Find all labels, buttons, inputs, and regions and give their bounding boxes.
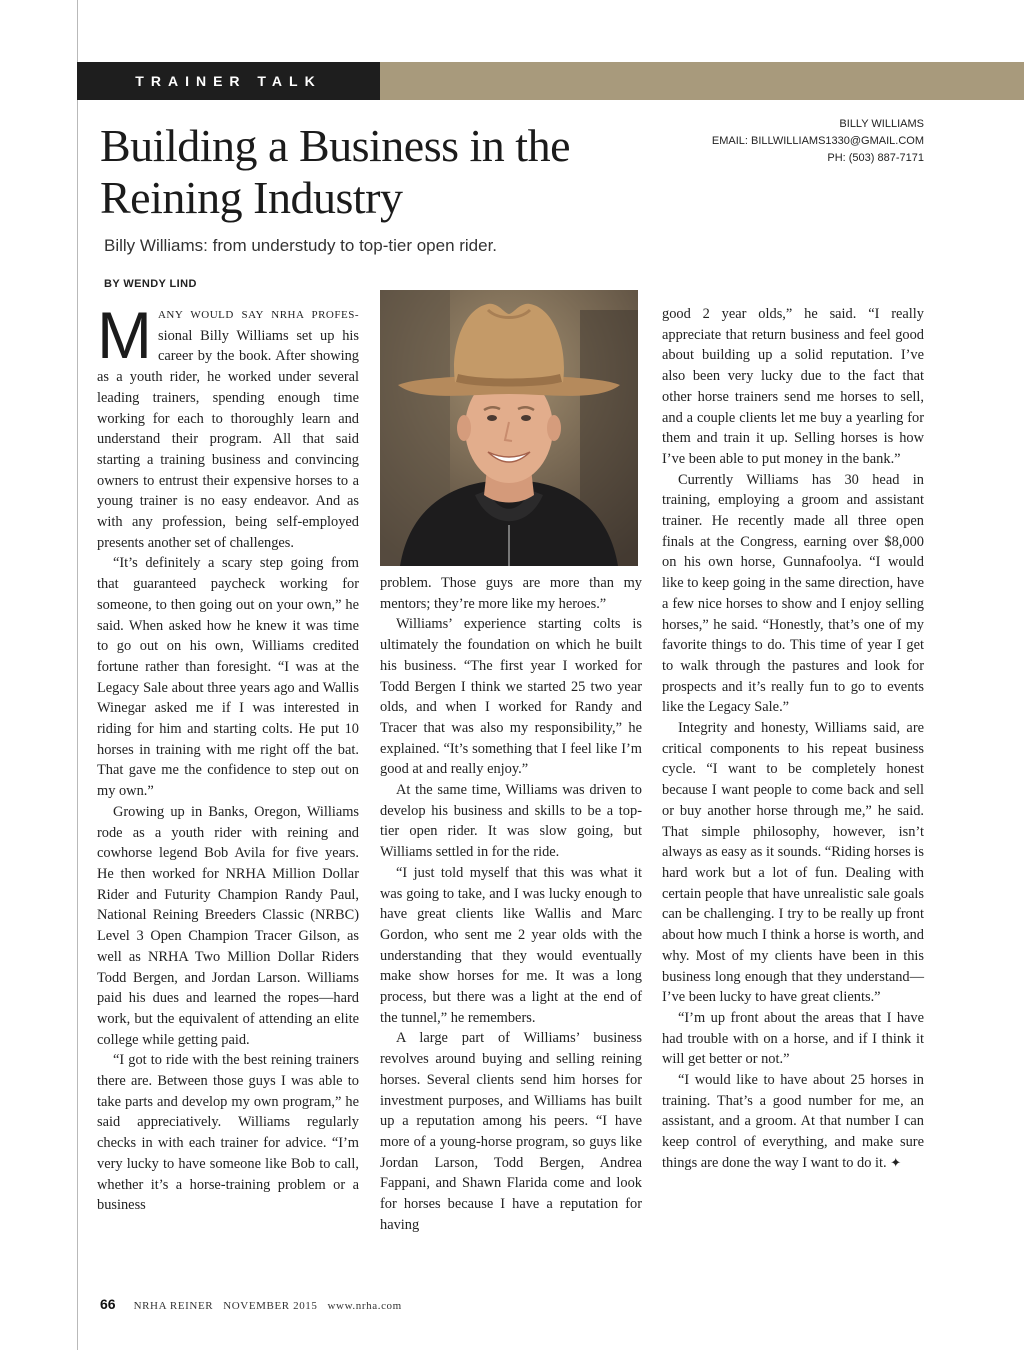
issue-date: NOVEMBER 2015	[223, 1300, 318, 1312]
article-paragraph: Integrity and honesty, Williams said, are critical components to his repeat business cycle. “I want to be completely honest because I want people to come back and sell or buy another horse through me,” he said. That simple philosophy, however, isn’t always as easy as it sounds. “Riding horses is hard work but a lot of fun. Dealing with certain people that have unrealistic sale goals can be challenging. I try to be really up front about how much I think a horse is worth, and why. Most of my clients have been in this business long enough that they understand—I’ve been lucky to have great clients.”	[662, 720, 924, 1006]
article-paragraph: At the same time, Williams was driven to develop his business and skills to be a top-tier open rider. It was slow going, but Williams settled in for the ride.	[380, 782, 642, 861]
article-paragraph	[662, 1070, 924, 1175]
paragraph-text: sional Billy Williams set up his career by the book. After showing as a youth rider, he worked under several leading trainers, spending enough time working for each to thoroughly learn and understand their program. All that said starting a training business and convincing owners to entrust their expensive horses to a young trainer is no easy endeavor. And as with any profession, being self-employed presents another set of challenges.	[97, 327, 359, 551]
article-paragraph	[97, 298, 359, 553]
dropcap: M	[97, 298, 152, 372]
article-paragraph: good 2 year olds,” he said. “I really appreciate that return business and feel good about building up a solid reputation. I’ve also been very lucky due to the fact that other horse trainers send me horses to sell, and a couple clients let me buy a yearling for them and train it up. Selling horses is how I’ve been able to put money in the bank.”	[662, 306, 924, 467]
article-paragraph: “I’m up front about the areas that I have had trouble with on a horse, and if I think it will get better or not.”	[662, 1009, 924, 1068]
contact-name: BILLY WILLIAMS	[839, 118, 924, 130]
contact-email: EMAIL: BILLWILLIAMS1330@GMAIL.COM	[711, 135, 924, 147]
article-paragraph: “I just told myself that this was what it was going to take, and I was lucky enough to have great clients like Wallis and Marc Gordon, who sent me 2 year olds with the understanding that they would eventually make show horses for me. It was a long process, but there was a light at the end of the tunnel,” he remembers.	[380, 864, 642, 1026]
article-column-2	[380, 573, 642, 1236]
page-margin-rule	[77, 0, 78, 1350]
end-mark-icon: ✦	[890, 1155, 902, 1171]
article-paragraph: Williams’ experience starting colts is ultimately the foundation on which he built his business. “The first year I worked for Todd Bergen I think we started 25 two year olds, and when I worked for Randy and Tracer that was also my responsibility,” he explained. “It’s something that I feel like I’m good at and really enjoy.”	[380, 616, 642, 778]
article-paragraph: A large part of Williams’ business revolves around buying and selling reining horses. Several clients send him horses for investment purposes, and Williams has built up a reputation among his peers. “I have more of a young-horse program, so guys like Jordan Larson, Todd Bergen, Andrea Fappani, and Shawn Flarida come and look for horses because I have a reputation for having	[380, 1030, 642, 1233]
page-number: 66	[100, 1296, 116, 1312]
article-subtitle: Billy Williams: from understudy to top-tier open rider.	[104, 236, 498, 255]
paragraph-text: “I would like to have about 25 horses in training. That’s a good number for me, an assistant, and a groom. At that number I can keep control of everything, and make sure things are done the way I want to do it.	[662, 1072, 924, 1171]
website-link[interactable]: www.nrha.com	[327, 1300, 402, 1312]
publication-name: NRHA REINER	[133, 1300, 214, 1312]
article-paragraph: “It’s definitely a scary step going from that guaranteed paycheck working for someone, to then going out on your own,” he said. When asked how he knew it was time to go out on his own, Williams credited fortune rather than foresight. “I was at the Legacy Sale about three years ago and Wallis Winegar asked me if I was interested in riding for him and starting colts. He put 10 horses in training with me right off the bat. That gave me the confidence to step out on my own.”	[97, 555, 359, 800]
article-paragraph: Growing up in Banks, Oregon, Williams rode as a youth rider with reining and cowhorse legend Bob Avila for five years. He then worked for NRHA Million Dollar Rider and Futurity Champion Randy Paul, National Reining Breeders Classic (NRBC) Level 3 Open Champion Tracer Gilson, as well as NRHA Two Million Dollar Riders Todd Bergen, and Jordan Larson. Williams paid his dues and learned the ropes—hard work, but the equivalent of attending an elite college while getting paid.	[97, 803, 359, 1048]
article-paragraph: Currently Williams has 30 head in training, employing a groom and assistant trainer. He recently made all three open finals at the Congress, earning over $8,000 on his own horse, Gunnafoolya. “I would like to keep going in the same direction, have a few nice horses to show and I enjoy selling horses,” he said. “Honestly, that’s one of my favorite things to do. This time of year I get to walk through the pastures and look for prospects and it’s really fun to go to events like the Legacy Sale.”	[662, 471, 924, 716]
article-title: Building a Business in the Reining Industry	[100, 120, 570, 223]
contact-phone: PH: (503) 887-7171	[827, 152, 924, 164]
byline: BY WENDY LIND	[104, 278, 197, 290]
portrait-cowboy-hat-icon	[380, 290, 638, 566]
article-column-3	[662, 304, 924, 1175]
contact-block	[712, 116, 924, 167]
page-footer	[100, 1296, 402, 1312]
portrait-photo	[380, 290, 638, 566]
article-column-1	[97, 298, 359, 1216]
lead-smallcaps: ANY WOULD SAY NRHA PROFES-	[157, 309, 359, 321]
section-label: TRAINER TALK	[77, 62, 380, 100]
article-paragraph: problem. Those guys are more than my mentors; they’re more like my heroes.”	[380, 575, 642, 612]
article-paragraph: “I got to ride with the best reining trainers there are. Between those guys I was able to take parts and develop my own program,” he said appreciatively. Williams regularly checks in with each trainer for advice. “I’m very lucky to have someone like Bob to call, whether it’s a horse-training problem or a business	[97, 1052, 359, 1214]
